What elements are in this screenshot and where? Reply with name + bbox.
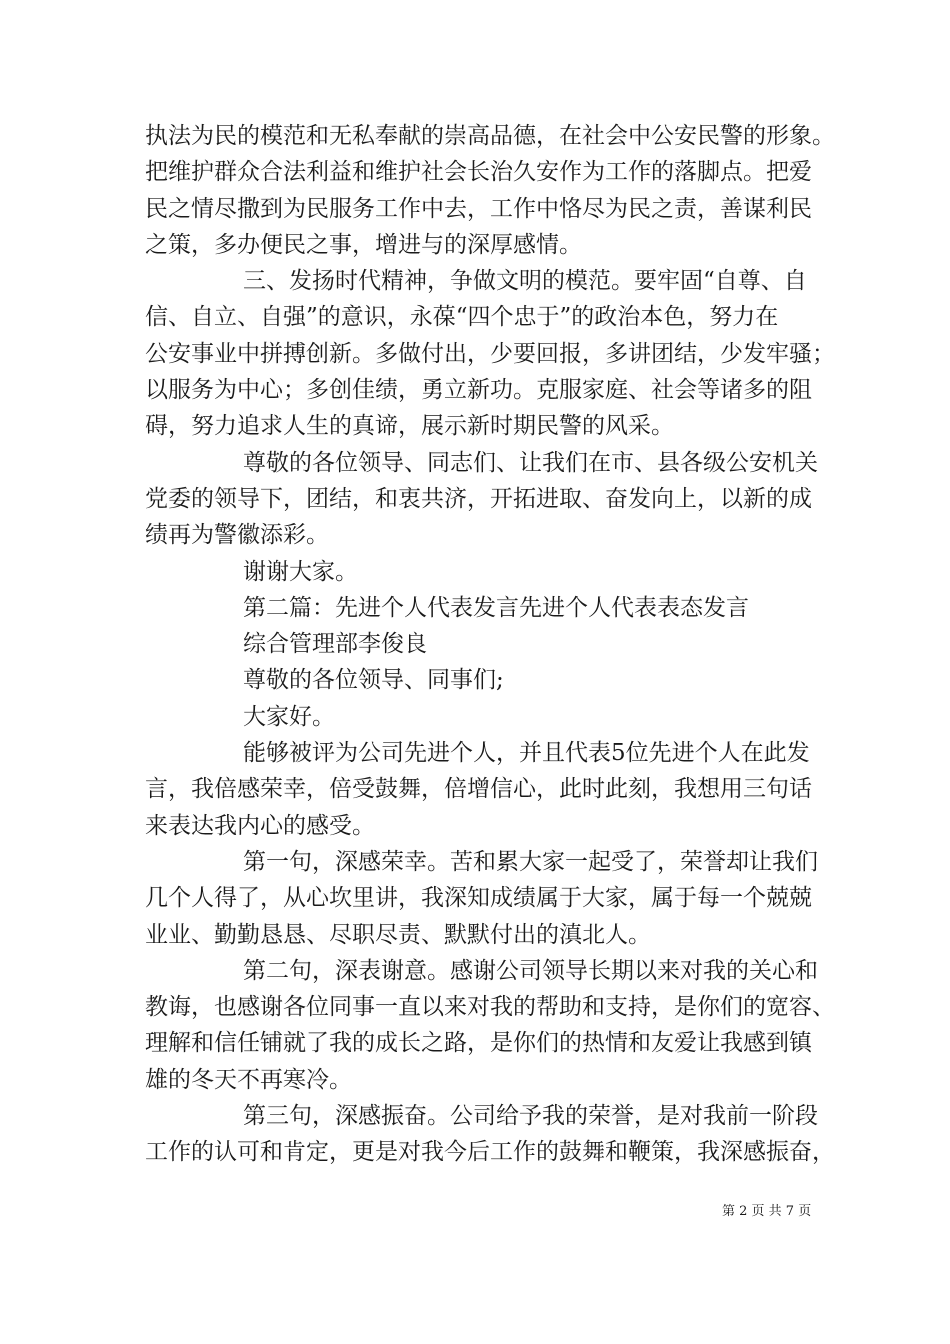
text-line: 第一句，深感荣幸。苦和累大家一起受了，荣誉却让我们 [243,848,818,875]
page-number-footer: 第 2 页 共 7 页 [722,1204,812,1219]
salutation-line: 尊敬的各位领导、同事们; [243,667,504,694]
greeting-line: 大家好。 [243,703,335,730]
text-line: 言，我倍感荣幸，倍受鼓舞，倍增信心，此时此刻，我想用三句话 [145,776,812,803]
text-line: 工作的认可和肯定，更是对我今后工作的鼓舞和鞭策，我深感振奋， [145,1139,835,1166]
text-line: 三、发扬时代精神，争做文明的模范。要牢固“自尊、自 [243,268,807,295]
text-line: 第三句，深感振奋。公司给予我的荣誉，是对我前一阶段 [243,1103,818,1130]
text-line: 信、自立、自强”的意识，永葆“四个忠于”的政治本色，努力在 [145,304,779,331]
text-line: 绩再为警徽添彩。 [145,522,329,549]
text-line: 公安事业中拼搏创新。多做付出，少要回报，多讲团结，少发牢骚； [145,340,835,367]
text-line: 把维护群众合法利益和维护社会长治久安作为工作的落脚点。把爱 [145,159,812,186]
text-line: 理解和信任铺就了我的成长之路，是你们的热情和友爱让我感到镇 [145,1030,812,1057]
text-line: 谢谢大家。 [243,558,358,585]
text-line: 雄的冬天不再寒冷。 [145,1066,352,1093]
section-heading: 第二篇：先进个人代表发言先进个人代表表态发言 [243,594,749,621]
text-line: 之策，多办便民之事，增进与的深厚感情。 [145,231,582,258]
text-line: 民之情尽撒到为民服务工作中去，工作中恪尽为民之责，善谋利民 [145,195,812,222]
text-line: 几个人得了，从心坎里讲，我深知成绩属于大家，属于每一个兢兢 [145,885,812,912]
text-line: 业业、勤勤恳恳、尽职尽责、默默付出的滇北人。 [145,921,651,948]
document-body [145,118,835,1171]
author-line: 综合管理部李俊良 [243,631,427,658]
text-line: 碍，努力追求人生的真谛，展示新时期民警的风采。 [145,413,674,440]
text-line: 以服务为中心；多创佳绩，勇立新功。克服家庭、社会等诸多的阻 [145,377,812,404]
text-line: 党委的领导下，团结，和衷共济，开拓进取、奋发向上，以新的成 [145,485,812,512]
text-line: 来表达我内心的感受。 [145,812,375,839]
text-line: 尊敬的各位领导、同志们、让我们在市、县各级公安机关 [243,449,818,476]
text-line: 教诲，也感谢各位同事一直以来对我的帮助和支持，是你们的宽容、 [145,994,835,1021]
text-line: 能够被评为公司先进个人，并且代表5位先进个人在此发 [243,740,810,767]
text-line: 执法为民的模范和无私奉献的崇高品德，在社会中公安民警的形象。 [145,123,835,149]
text-line: 第二句，深表谢意。感谢公司领导长期以来对我的关心和 [243,957,818,984]
